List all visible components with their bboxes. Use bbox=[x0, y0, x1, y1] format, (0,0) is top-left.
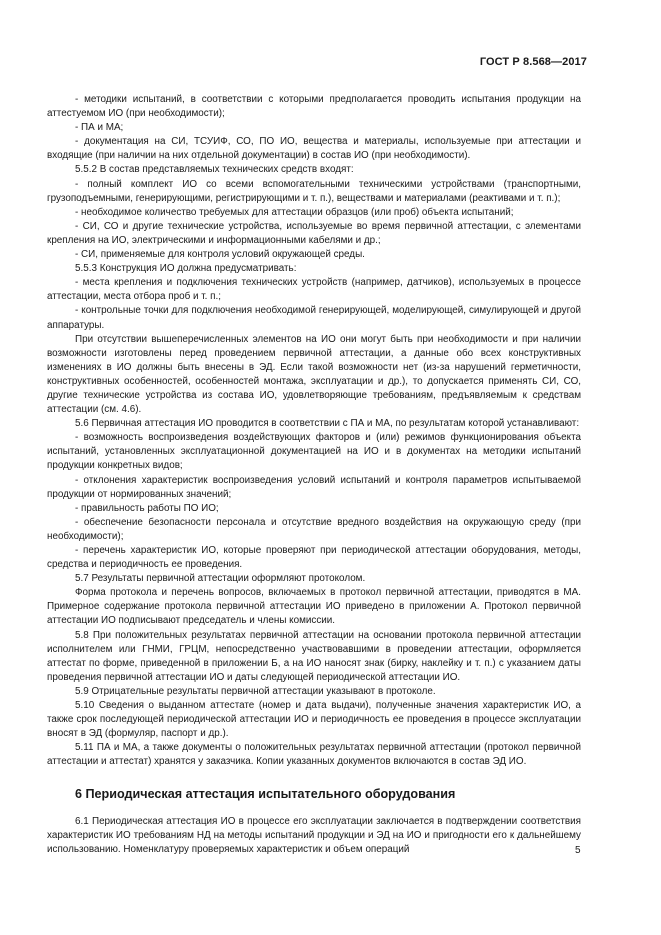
paragraph: - правильность работы ПО ИО; bbox=[75, 502, 219, 514]
paragraph: При отсутствии вышеперечисленных элементов на ИО они могут быть при необходимости и при наличии возможности изготовлены перед проведением первичной аттестации, а данные обо всех конструктивных изменениях в ИО должны быть внесены в ЭД. Если такой возможности нет (из-за нарушений герметичности, конструктивных особенностей, особенностей монтажа, эксплуатации и др.), то допускается применять СИ, СО, другие технические устройства из состава ИО, удовлетворяющие требованиям, предъявляемым к средствам аттестации (см. 4.6). bbox=[47, 333, 581, 416]
paragraph: 5.8 При положительных результатах первичной аттестации на основании протокола первичной аттестации исполнителем или ГНМИ, ГРЦМ, непосредственно участвовавшими в проведении аттестации, оформляется аттестат по форме, приведенной в приложении Б, а на ИО наносят знак (бирку, наклейку и т. п.) с указанием даты проведения первичной аттестации ИО и даты следующей периодической аттестации ИО. bbox=[47, 629, 581, 683]
paragraph: - СИ, применяемые для контроля условий окружающей среды. bbox=[75, 249, 365, 261]
page-number: 5 bbox=[575, 845, 581, 856]
paragraph: 5.6 Первичная аттестация ИО проводится в соответствии с ПА и МА, по результатам которой устанавливают: bbox=[75, 418, 580, 430]
paragraph: - необходимое количество требуемых для аттестации образцов (или проб) объекта испытаний; bbox=[75, 206, 514, 218]
section-heading: 6 Периодическая аттестация испытательного оборудования bbox=[75, 786, 456, 801]
paragraph: - отклонения характеристик воспроизведения условий испытаний и контроля параметров испытываемой продукции от нормированных значений; bbox=[47, 474, 581, 500]
paragraph: - контрольные точки для подключения необходимой генерирующей, моделирующей, симулирующей и другой аппаратуры. bbox=[47, 305, 581, 331]
paragraph: 5.9 Отрицательные результаты первичной аттестации указывают в протоколе. bbox=[75, 685, 436, 697]
paragraph: - документация на СИ, ТСУИФ, СО, ПО ИО, вещества и материалы, используемые при аттестации и входящие (при наличии на них отдельной документации) в состав ИО (при необходимости). bbox=[47, 136, 581, 162]
paragraph: 5.7 Результаты первичной аттестации оформляют протоколом. bbox=[75, 573, 366, 585]
paragraph: - перечень характеристик ИО, которые проверяют при периодической аттестации оборудования, методы, средства и периодичность ее проведения. bbox=[47, 545, 581, 571]
page-content bbox=[47, 93, 581, 857]
paragraph: - ПА и МА; bbox=[75, 122, 124, 134]
paragraph: Форма протокола и перечень вопросов, включаемых в протокол первичной аттестации, приводятся в МА. Примерное содержание протокола первичной аттестации ИО приведено в приложении А. Протокол первичной аттестации ИО подписывают председатель и члены комиссии. bbox=[47, 587, 581, 627]
paragraph: - места крепления и подключения технических устройств (например, датчиков), используемых в процессе аттестации, места отбора проб и т. п.; bbox=[47, 277, 581, 303]
paragraph: - СИ, СО и другие технические устройства, используемые во время первичной аттестации, с элементами крепления на ИО, электрическими и информационными кабелями и др.; bbox=[47, 220, 581, 246]
paragraph: 5.5.3 Конструкция ИО должна предусматривать: bbox=[75, 263, 297, 275]
paragraph: 5.10 Сведения о выданном аттестате (номер и дата выдачи), полученные значения характеристик ИО, а также срок последующей периодической аттестации ИО и периодичность ее проведения в процессе эксплуатации вносят в ЭД (формуляр, паспорт и др.). bbox=[47, 700, 581, 740]
paragraph: - полный комплект ИО со всеми вспомогательными техническими устройствами (транспортными, грузоподъемными, генерирующими, регистрирующими и т. п.), веществами и материалами (реактивами и т. п.); bbox=[47, 178, 581, 204]
standard-code-header: ГОСТ Р 8.568—2017 bbox=[479, 56, 587, 68]
paragraph: - методики испытаний, в соответствии с которыми предполагается проводить испытания продукции на аттестуемом ИО (при необходимости); bbox=[47, 94, 581, 120]
paragraph: 5.5.2 В состав представляемых технических средств входят: bbox=[75, 164, 354, 176]
paragraph: 6.1 Периодическая аттестация ИО в процессе его эксплуатации заключается в подтверждении соответствия характеристик ИО требованиям НД на методы испытаний продукции и ЭД на ИО и пригодности его к дальнейшему использованию. Номенклатуру проверяемых характеристик и объем операций bbox=[47, 815, 581, 855]
paragraph: 5.11 ПА и МА, а также документы о положительных результатах первичной аттестации (протокол первичной аттестации и аттестат) хранятся у заказчика. Копии указанных документов включаются в состав ЭД ИО. bbox=[47, 742, 581, 768]
paragraph: - обеспечение безопасности персонала и отсутствие вредного воздействия на окружающую среду (при необходимости); bbox=[47, 516, 581, 542]
paragraph: - возможность воспроизведения воздействующих факторов и (или) режимов функционирования объекта испытаний, установленных эксплуатационной документацией на ИО и в документах на методики испытаний продукции конкретных видов; bbox=[47, 432, 581, 472]
